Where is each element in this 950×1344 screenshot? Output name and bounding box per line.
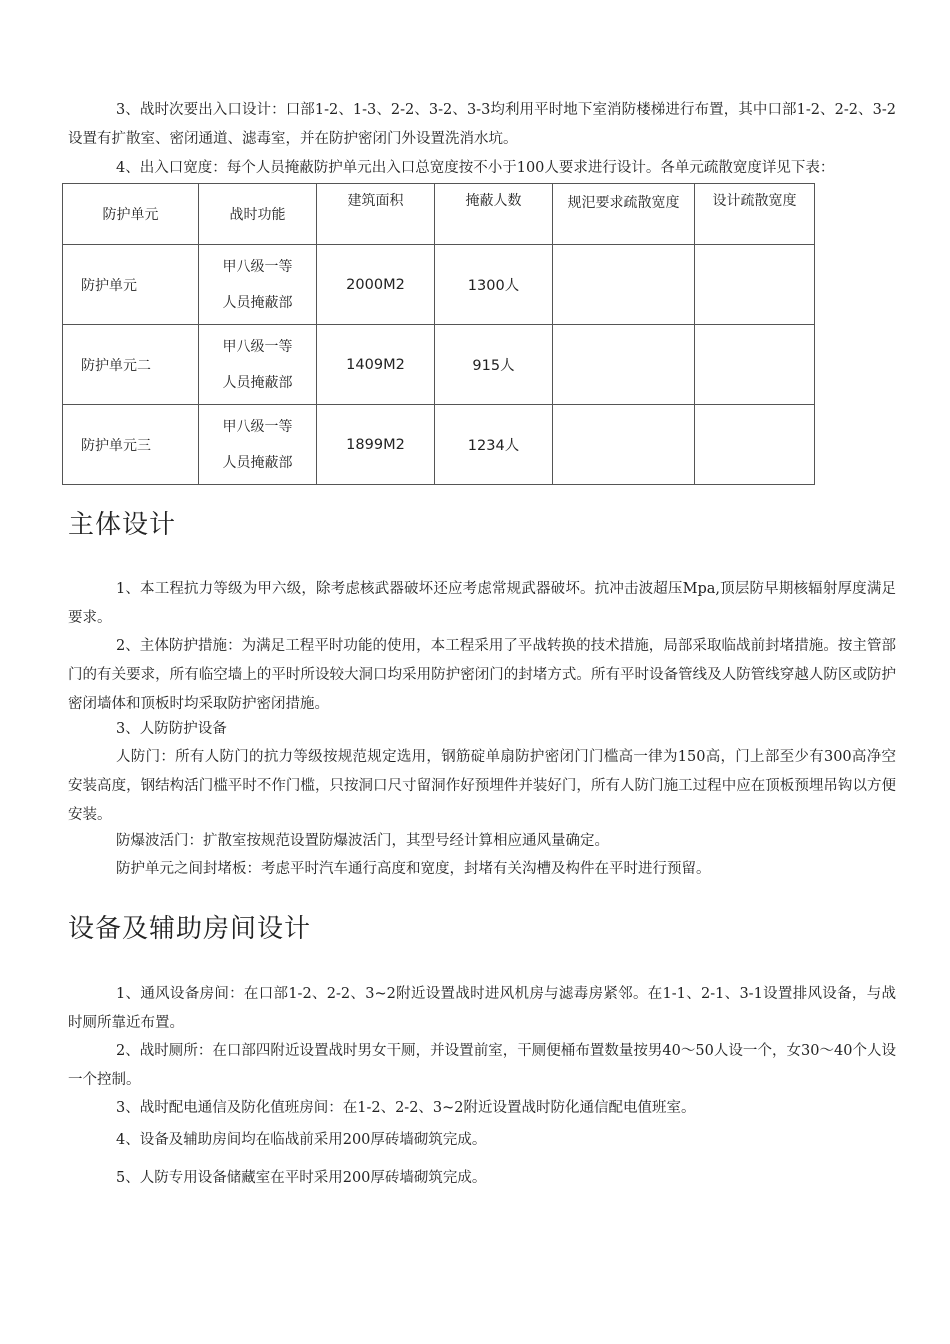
- header-design-width: 设计疏散宽度: [695, 184, 815, 245]
- cell-required-width: [553, 325, 695, 405]
- cell-people: 1300人: [435, 245, 553, 325]
- cell-function-line1: 甲八级一等: [222, 338, 293, 355]
- cell-people: 1234人: [435, 405, 553, 485]
- cell-design-width: [695, 405, 815, 485]
- cell-design-width: [695, 325, 815, 405]
- cell-unit: 防护单元二: [63, 325, 199, 405]
- cell-design-width: [695, 245, 815, 325]
- paragraph-sealing-plates: 防护单元之间封堵板：考虑平时汽车通行高度和宽度，封堵有关沟槽及构件在平时进行预留。: [116, 861, 711, 877]
- cell-people: 915人: [435, 325, 553, 405]
- cell-function-line2: 人员掩蔽部: [222, 454, 293, 471]
- paragraph-blast-doors: 人防门：所有人防门的抗力等级按规范规定选用，钢筋碇单扇防护密闭门门槛高一律为150高，门上部至少有300高净空安装高度，钢结构活门槛平时不作门槛，只按洞口尺寸留洞作好预埋件并装好门，所有人防门施工过程中应在顶板预埋吊钩以方便安装。: [68, 749, 896, 823]
- table-header-row: [63, 184, 815, 245]
- cell-function-line1: 甲八级一等: [222, 258, 293, 275]
- cell-function: [199, 245, 317, 325]
- cell-function-line2: 人员掩蔽部: [222, 374, 293, 391]
- section-title-auxiliary: 设备及辅助房间设计: [68, 914, 312, 944]
- cell-required-width: [553, 405, 695, 485]
- paragraph-exit-width: 4、出入口宽度：每个人员掩蔽防护单元出入口总宽度按不小于100人要求进行设计。各单元疏散宽度详见下表：: [116, 160, 835, 176]
- paragraph-brick-walls: 4、设备及辅助房间均在临战前采用200厚砖墙砌筑完成。: [116, 1132, 487, 1148]
- cell-function-line1: 甲八级一等: [222, 418, 293, 435]
- paragraph-ventilation-rooms: 1、通风设备房间：在口部1-2、2-2、3~2附近设置战时进风机房与滤毒房紧邻。在1-1、2-1、3-1设置排风设备，与战时厕所靠近布置。: [68, 986, 896, 1031]
- cell-area: 1409M2: [317, 325, 435, 405]
- paragraph-protection-measures: 2、主体防护措施：为满足工程平时功能的使用，本工程采用了平战转换的技术措施，局部采取临战前封堵措施。按主管部门的有关要求，所有临空墙上的平时所设较大洞口均采用防护密闭门的封堵方式。所有平时设备管线及人防管线穿越人防区或防护密闭墙体和顶板时均采取防护密闭措施。: [68, 638, 896, 712]
- paragraph-blast-valves: 防爆波活门：扩散室按规范设置防爆波活门，其型号经计算相应通风量确定。: [116, 833, 609, 849]
- table-row: [63, 405, 815, 485]
- cell-function: [199, 405, 317, 485]
- evacuation-width-table: [62, 183, 815, 485]
- table-row: [63, 325, 815, 405]
- cell-area: 1899M2: [317, 405, 435, 485]
- header-unit: 防护单元: [63, 184, 199, 245]
- section-title-main: 主体设计: [68, 510, 177, 540]
- cell-function: [199, 325, 317, 405]
- paragraph-protection-equipment: 3、人防防护设备: [116, 721, 227, 737]
- paragraph-duty-rooms: 3、战时配电通信及防化值班房间：在1-2、2-2、3~2附近设置战时防化通信配电值班室。: [116, 1100, 696, 1116]
- paragraph-secondary-exit: 3、战时次要出入口设计：口部1-2、1-3、2-2、3-2、3-3均利用平时地下室消防楼梯进行布置，其中口部1-2、2-2、3-2设置有扩散室、密闭通道、滤毒室，并在防护密闭门外设置洗消水坑。: [68, 102, 896, 147]
- header-people: 掩蔽人数: [435, 184, 553, 245]
- cell-unit: 防护单元: [63, 245, 199, 325]
- header-function: 战时功能: [199, 184, 317, 245]
- cell-required-width: [553, 245, 695, 325]
- paragraph-toilets: 2、战时厕所：在口部四附近设置战时男女干厕，并设置前室，干厕便桶布置数量按男40〜50人设一个，女30〜40个人设一个控制。: [68, 1043, 896, 1088]
- table-row: [63, 245, 815, 325]
- header-area: 建筑面积: [317, 184, 435, 245]
- header-required-width: 规汜要求疏散宽度: [553, 184, 695, 245]
- cell-function-line2: 人员掩蔽部: [222, 294, 293, 311]
- cell-unit: 防护单元三: [63, 405, 199, 485]
- paragraph-storage-room: 5、人防专用设备储藏室在平时采用200厚砖墙砌筑完成。: [116, 1170, 487, 1186]
- cell-area: 2000M2: [317, 245, 435, 325]
- paragraph-resistance: 1、本工程抗力等级为甲六级，除考虑核武器破坏还应考虑常规武器破坏。抗冲击波超压Mpa,顶层防早期核辐射厚度满足要求。: [68, 581, 896, 626]
